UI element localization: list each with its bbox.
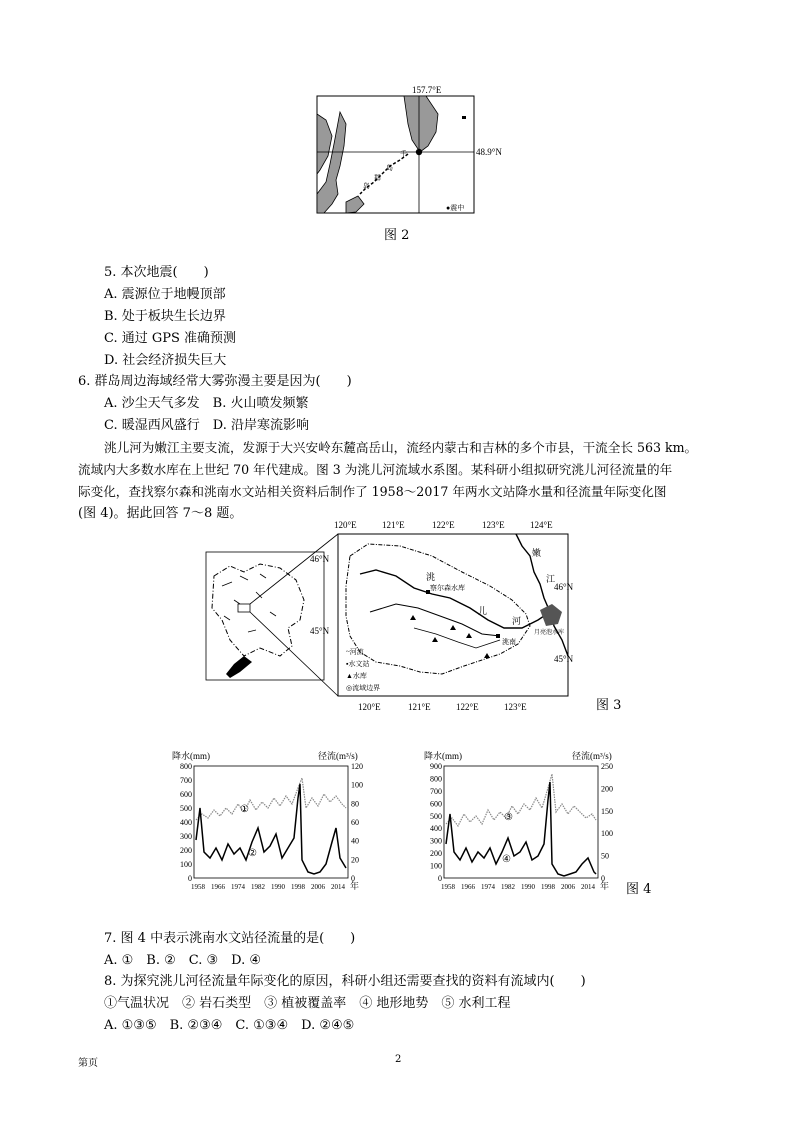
fig3-legend-boundary: ◎流域边界 xyxy=(346,684,381,692)
f4l-y2-label: 径流(m³/s) xyxy=(318,751,358,761)
figure-3-caption: 图 3 xyxy=(596,698,622,713)
f4l-y1-tick: 400 xyxy=(180,818,192,827)
q7-options: A. ① B. ② C. ③ D. ④ xyxy=(104,953,262,968)
q7-stem: 7. 图 4 中表示洮南水文站径流量的是( ) xyxy=(104,931,356,946)
fig3-lat-right-46: 46°N xyxy=(554,582,574,592)
f4l-x-unit: 年 xyxy=(350,881,360,891)
fig2-island-label: 千 xyxy=(400,150,407,158)
f4r-y1-tick: 100 xyxy=(430,861,442,871)
fig3-legend-river: ~河流 xyxy=(346,648,364,656)
fig3-top-lon-5: 124°E xyxy=(530,520,553,530)
figure-4-left-chart xyxy=(170,748,370,892)
passage-line1: 洮儿河为嫩江主要支流，发源于大兴安岭东麓高岳山，流经内蒙古和吉林的多个市县，干流全长 563 km。 xyxy=(104,440,698,455)
f4r-x-tick: 2014 xyxy=(581,883,595,891)
f4r-y1-tick: 400 xyxy=(430,824,442,834)
q6-options-line2: C. 暖湿西风盛行 D. 沿岸寒流影响 xyxy=(104,418,309,433)
q5-option-a: A. 震源位于地幔顶部 xyxy=(104,287,226,302)
figure-3-map xyxy=(200,516,580,716)
q6-stem: 6. 群岛周边海域经常大雾弥漫主要是因为( ) xyxy=(78,374,352,389)
q6-options-line1: A. 沙尘天气多发 B. 火山喷发频繁 xyxy=(104,396,309,411)
f4r-y2-tick: 250 xyxy=(601,762,613,771)
f4r-x-tick: 1990 xyxy=(521,883,535,891)
f4r-y1-tick: 700 xyxy=(430,786,442,796)
f4l-y1-tick: 0 xyxy=(188,874,192,883)
f4l-y1-label: 降水(mm) xyxy=(172,751,210,761)
footer-left: 第页 xyxy=(78,1058,98,1069)
fig2-island-label2: 岛 xyxy=(386,164,393,172)
f4l-x-tick: 1958 xyxy=(191,883,205,891)
f4l-marker2: ② xyxy=(248,848,257,859)
fig3-top-lon-2: 121°E xyxy=(382,520,405,530)
passage-line4: (图 4)。据此回答 7～8 题。 xyxy=(78,506,243,521)
q8-options: A. ①③⑤ B. ②③④ C. ①③④ D. ②④⑤ xyxy=(104,1018,355,1033)
fig3-legend-station: ▪水文站 xyxy=(346,660,370,668)
f4r-marker4: ④ xyxy=(502,854,511,865)
f4r-y1-tick: 500 xyxy=(430,811,442,821)
f4l-y2-tick: 20 xyxy=(351,855,359,865)
f4l-y1-tick: 300 xyxy=(180,832,192,841)
q8-stem: 8. 为探究洮儿河径流量年际变化的原因，科研小组还需要查找的资料有流域内( ) xyxy=(104,974,586,989)
q5-option-b: B. 处于板块生长边界 xyxy=(104,309,226,324)
f4l-precip-line xyxy=(196,778,346,820)
q8-items: ①气温状况 ② 岩石类型 ③ 植被覆盖率 ④ 地形地势 ⑤ 水利工程 xyxy=(104,996,511,1011)
fig2-legend: ●震中 xyxy=(446,204,465,212)
f4r-y1-tick: 900 xyxy=(430,762,442,771)
figure-4-right-chart xyxy=(422,748,626,892)
f4r-y1-tick: 600 xyxy=(430,799,442,809)
f4r-x-tick: 2006 xyxy=(561,883,575,891)
figure-2-map xyxy=(316,84,502,216)
f4r-x-tick: 1974 xyxy=(481,883,495,891)
q5-stem: 5. 本次地震( ) xyxy=(104,265,209,280)
f4r-y1-label: 降水(mm) xyxy=(424,751,462,761)
passage-line3: 际变化，查找察尔森和洮南水文站相关资料后制作了 1958～2017 年两水文站降水量和径流量年际变化图 xyxy=(78,484,667,499)
fig3-reservoir: 月亮泡水库 xyxy=(534,630,565,636)
f4r-y1-tick: 800 xyxy=(430,774,442,784)
fig2-island-label3: 群 xyxy=(374,174,381,182)
f4l-x-tick: 1966 xyxy=(211,883,225,891)
f4l-runoff-line xyxy=(196,784,346,874)
f4l-y1-tick: 800 xyxy=(180,762,192,771)
fig3-bottom-lon-2: 121°E xyxy=(408,702,431,712)
f4l-y1-tick: 600 xyxy=(180,790,192,799)
fig3-river-label2: 儿 xyxy=(478,606,488,616)
f4r-y2-tick: 200 xyxy=(601,784,613,794)
f4r-y1-tick: 200 xyxy=(430,849,442,859)
f4r-marker3: ③ xyxy=(504,812,513,823)
figure-4-caption: 图 4 xyxy=(626,882,652,897)
f4l-y2-tick: 120 xyxy=(351,762,363,771)
f4l-x-tick: 2014 xyxy=(331,883,345,891)
f4l-y2-tick: 0 xyxy=(351,874,355,883)
figure-2-caption: 图 2 xyxy=(384,228,410,243)
f4l-y1-tick: 500 xyxy=(180,804,192,813)
q5-option-c: C. 通过 GPS 准确预测 xyxy=(104,331,237,346)
f4r-precip-line xyxy=(446,774,596,826)
fig3-top-lon-4: 123°E xyxy=(482,520,505,530)
fig3-nenjiang2: 江 xyxy=(546,574,556,584)
f4r-y2-tick: 150 xyxy=(601,806,613,816)
f4r-x-tick: 1958 xyxy=(441,883,455,891)
f4r-runoff-line xyxy=(446,782,596,876)
f4l-y2-tick: 60 xyxy=(351,818,359,827)
fig3-lat-left-46: 46°N xyxy=(310,554,330,564)
fig3-lat-right-45: 45°N xyxy=(554,654,574,664)
f4r-x-unit: 年 xyxy=(600,881,610,891)
f4r-y2-tick: 0 xyxy=(601,874,605,883)
fig3-bottom-lon-3: 122°E xyxy=(456,702,479,712)
f4l-y1-tick: 200 xyxy=(180,846,192,855)
fig3-station1: 察尔森水库 xyxy=(430,584,465,592)
f4l-x-tick: 1974 xyxy=(231,883,245,891)
f4r-y2-label: 径流(m³/s) xyxy=(572,751,612,761)
fig3-top-lon-1: 120°E xyxy=(334,520,357,530)
passage-line2: 流域内大多数水库在上世纪 70 年代建成。图 3 为洮儿河流域水系图。某科研小组拟研究洮儿河径流量的年 xyxy=(78,462,673,477)
f4l-y1-tick: 100 xyxy=(180,860,192,869)
f4r-x-tick: 1998 xyxy=(541,883,555,891)
f4l-marker1: ① xyxy=(240,804,249,815)
fig2-lon-label: 157.7°E xyxy=(412,85,442,95)
f4l-x-tick: 1982 xyxy=(251,883,265,891)
fig3-legend-reservoir: ▲水库 xyxy=(346,672,367,680)
fig3-river-label: 洮 xyxy=(426,572,436,582)
fig3-lat-left-45: 45°N xyxy=(310,626,330,636)
q5-option-d: D. 社会经济损失巨大 xyxy=(104,353,227,368)
fig2-island-label4: 岛 xyxy=(363,182,370,190)
footer-page-number: 2 xyxy=(395,1054,402,1065)
f4l-x-tick: 1990 xyxy=(271,883,285,891)
fig3-nenjiang: 嫩 xyxy=(532,548,542,558)
f4l-y2-tick: 40 xyxy=(351,836,359,846)
fig3-bottom-lon-4: 123°E xyxy=(504,702,527,712)
f4r-x-tick: 1982 xyxy=(501,883,515,891)
f4l-y2-tick: 80 xyxy=(351,799,359,809)
f4r-y1-tick: 300 xyxy=(430,836,442,846)
f4l-x-tick: 2006 xyxy=(311,883,325,891)
f4l-x-tick: 1998 xyxy=(291,883,305,891)
fig3-bottom-lon-1: 120°E xyxy=(358,702,381,712)
f4r-x-tick: 1966 xyxy=(461,883,475,891)
fig3-top-lon-3: 122°E xyxy=(432,520,455,530)
fig2-lat-label: 48.9°N xyxy=(476,147,502,157)
f4l-y2-tick: 100 xyxy=(351,780,363,790)
f4r-y2-tick: 100 xyxy=(601,829,613,839)
f4r-y2-tick: 50 xyxy=(601,851,609,861)
f4l-y1-tick: 700 xyxy=(180,776,192,785)
fig3-river-label3: 河 xyxy=(512,616,522,626)
f4r-y1-tick: 0 xyxy=(438,874,442,883)
fig3-station2: 洮南 xyxy=(502,638,516,646)
